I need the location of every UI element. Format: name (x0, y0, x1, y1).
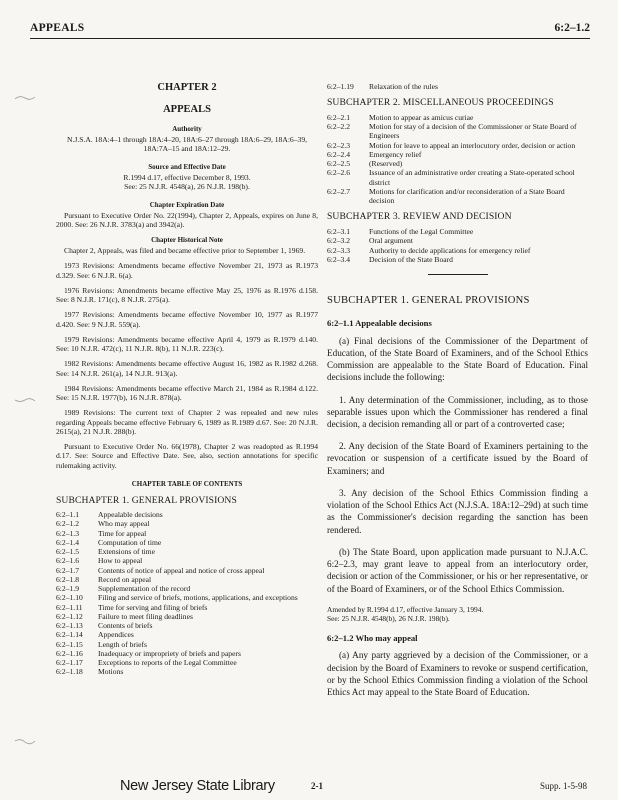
toc-item-number: 6:2–1.19 (327, 82, 354, 91)
toc-item (56, 667, 318, 676)
historical-heading: Chapter Historical Note (151, 235, 223, 244)
rule-paragraph: 3. Any decision of the School Ethics Commission finding a violation of the School Ethics Act (N.J.S.A. 18A:12–29d) at such time as the Commissioner's decision regarding the sanction has been rendered. (327, 487, 588, 535)
rule-paragraph: (a) Any party aggrieved by a decision of the Commissioner, or a decision by the Board of Examiners to revoke or suspend certification, or by the School Ethics Commission finding a violation of the School Ethics Act may appeal to the State Board of Education. (327, 650, 588, 698)
toc-item (56, 640, 318, 649)
toc-item-title: Time for appeal (98, 528, 147, 538)
toc-item-number: 6:2–1.18 (56, 667, 83, 677)
source-line: R.1994 d.17, effective December 8, 1993. (123, 173, 251, 183)
toc-item-number: 6:2–1.15 (56, 639, 83, 649)
toc-item-title: Appendices (98, 630, 134, 640)
toc-item (327, 159, 588, 168)
toc-item (56, 649, 318, 658)
toc-item-title: Oral argument (369, 236, 413, 246)
rule-paragraph: 2. Any decision of the State Board of Examiners pertaining to the revocation or suspension of a certificate issued by the Board of Examiners; and (327, 441, 588, 476)
toc-item-title: Motions for clarification and/or reconsideration of a State Board decision (369, 186, 565, 206)
historical-note: 1976 Revisions: Amendments became effective May 25, 1976 as R.1976 d.158. See: 8 N.J.R. 171(c), 8 N.J.R. 275(a). (56, 285, 318, 305)
running-header (30, 22, 590, 39)
toc-item-title: Filing and service of briefs, motions, applications, and exceptions (98, 593, 298, 603)
toc-item (327, 255, 588, 264)
toc-item-title: Functions of the Legal Committee (369, 227, 474, 237)
toc-item-number: 6:2–1.1 (56, 510, 79, 520)
supplement-date: Supp. 1-5-98 (540, 781, 587, 791)
toc-item-title: (Reserved) (369, 159, 403, 169)
toc-heading: CHAPTER TABLE OF CONTENTS (131, 479, 243, 488)
toc-item-title: Issuance of an administrative order creating a State-operated school district (369, 168, 575, 187)
toc-item (56, 612, 318, 621)
toc-item-title: Supplementation of the record (98, 584, 191, 594)
toc-item-number: 6:2–1.6 (56, 556, 79, 566)
toc-item-number: 6:2–1.2 (56, 519, 79, 529)
toc-item (56, 621, 318, 630)
historical-note: 1982 Revisions: Amendments became effective August 16, 1982 as R.1982 d.268. See: 14 N.J.R. 261(a), 14 N.J.R. 913(a). (56, 359, 318, 378)
authority-text: N.J.S.A. 18A:4–1 through 18A:4–20, 18A:6–27 through 18A:6–29, 18A:6–39, 18A:7A–15 and 18A:12–29. (66, 135, 308, 154)
toc-item (56, 593, 318, 602)
rule-paragraph: (a) Final decisions of the Commissioner of the Department of Education, of the State Board of Examiners, and of the School Ethics Commission are appealable to the State Board of Education. Final decisions include the following: (327, 335, 588, 383)
toc-item-number: 6:2–2.7 (327, 186, 350, 196)
toc-item (56, 658, 318, 667)
toc-item (56, 519, 318, 528)
toc-item (327, 246, 588, 255)
toc-item (56, 575, 318, 584)
chapter-number: CHAPTER 2 (157, 82, 217, 93)
toc-item-title: How to appeal (98, 556, 143, 566)
library-stamp: New Jersey State Library (120, 778, 275, 794)
amendment-line: See: 25 N.J.R. 4548(b), 26 N.J.R. 198(b). (327, 613, 450, 623)
toc-item-number: 6:2–2.2 (327, 122, 350, 132)
header-section-range: 6:2–1.2 (554, 22, 590, 34)
toc-item (56, 603, 318, 612)
section-heading: 6:2–1.1 Appealable decisions (327, 318, 432, 329)
historical-note: 1979 Revisions: Amendments became effective April 4, 1979 as R.1979 d.140. See: 10 N.J.R. 472(c), 11 N.J.R. 8(b), 11 N.J.R. 223(c). (56, 334, 318, 354)
margin-mark-icon (14, 93, 36, 103)
toc-item-number: 6:2–1.3 (56, 528, 79, 538)
right-column (327, 82, 588, 708)
toc-item-title: Computation of time (98, 537, 162, 547)
toc-item (327, 168, 588, 187)
toc-item-title: Authority to decide applications for emergency relief (369, 245, 531, 255)
toc-item-title: Length of briefs (98, 639, 147, 649)
toc-item (327, 113, 588, 122)
toc-item-number: 6:2–3.1 (327, 227, 350, 237)
toc-item-title: Record on appeal (98, 574, 152, 584)
source-line: See: 25 N.J.R. 4548(a), 26 N.J.R. 198(b). (124, 182, 250, 192)
historical-note: Pursuant to Executive Order No. 66(1978), Chapter 2 was readopted as R.1994 d.17. See: Source and Effective Date. See, also, section annotations for specific rulemaking activity. (56, 442, 318, 470)
toc-subchapter-heading: SUBCHAPTER 1. GENERAL PROVISIONS (56, 494, 237, 506)
toc-item-number: 6:2–3.4 (327, 254, 350, 264)
chapter-title: APPEALS (163, 103, 211, 115)
toc-item-number: 6:2–3.2 (327, 236, 350, 246)
toc-item (327, 122, 588, 141)
toc-item-title: Extensions of time (98, 547, 155, 557)
left-column (56, 82, 318, 677)
toc-item-title: Inadequacy or impropriety of briefs and papers (98, 648, 241, 658)
toc-item-title: Motion to appear as amicus curiae (369, 112, 474, 122)
expiration-text: Pursuant to Executive Order No. 22(1994), Chapter 2, Appeals, expires on June 8, 2000. See: 26 N.J.R. 3783(a) and 3942(a). (56, 211, 318, 230)
header-chapter-title: APPEALS (30, 22, 85, 34)
rule-paragraph: (b) The State Board, upon application made pursuant to N.J.A.C. 6:2–2.3, may grant leave to appeal from an interlocutory order, decision or action of the Commissioner, or his or her representative, or of the Board of Examiners, or of the School Ethics Commission. (327, 546, 588, 594)
toc-item-number: 6:2–1.9 (56, 584, 79, 594)
toc-item-number: 6:2–1.5 (56, 547, 79, 557)
toc-item (56, 529, 318, 538)
toc-item-title: Relaxation of the rules (369, 82, 438, 91)
toc-item (327, 187, 588, 206)
section-heading: 6:2–1.2 Who may appeal (327, 632, 418, 643)
toc-item-title: Decision of the State Board (369, 254, 453, 264)
rule-paragraph: 1. Any determination of the Commissioner, including, as to those separable issues upon which the Commissioner has rendered a final decision, a decision remanding all or part of a controverted case; (327, 394, 588, 429)
toc-item-title: Failure to meet filing deadlines (98, 611, 193, 621)
toc-item-number: 6:2–1.17 (56, 658, 83, 668)
toc-item (56, 556, 318, 565)
toc-item-title: Contents of notice of appeal and notice of cross appeal (98, 565, 265, 575)
toc-item (327, 227, 588, 236)
historical-note: Chapter 2, Appeals, was filed and became effective prior to September 1, 1969. (64, 246, 306, 256)
toc-item-number: 6:2–2.5 (327, 159, 350, 169)
toc-item-number: 6:2–1.16 (56, 648, 83, 658)
toc-item-title: Emergency relief (369, 149, 422, 159)
toc-item-number: 6:2–1.8 (56, 574, 79, 584)
toc-item-number: 6:2–2.4 (327, 149, 350, 159)
toc-item-title: Appealable decisions (98, 510, 163, 520)
amendment-line: Amended by R.1994 d.17, effective January 3, 1994. (327, 604, 484, 614)
toc-item-number: 6:2–2.3 (327, 140, 350, 150)
toc-list (56, 510, 318, 677)
toc-item-title: Motion for leave to appeal an interlocutory order, decision or action (369, 140, 576, 150)
toc-item-number: 6:2–3.3 (327, 245, 350, 255)
toc-item (56, 584, 318, 593)
margin-mark-icon (14, 395, 36, 405)
section-divider (428, 274, 488, 275)
toc-item-title: Exceptions to reports of the Legal Committee (98, 658, 237, 668)
toc-item (56, 630, 318, 639)
toc-item (56, 538, 318, 547)
toc-item (56, 566, 318, 575)
toc-item-number: 6:2–1.12 (56, 611, 83, 621)
toc-item (56, 510, 318, 519)
toc-item (327, 82, 588, 91)
toc-item-number: 6:2–1.13 (56, 621, 83, 631)
toc-item-number: 6:2–1.7 (56, 565, 79, 575)
toc-subchapter-heading: SUBCHAPTER 3. REVIEW AND DECISION (327, 211, 512, 223)
historical-note: 1984 Revisions: Amendments became effective March 21, 1984 as R.1984 d.122. See: 15 N.J.R. 1977(b), 16 N.J.R. 878(a). (56, 383, 318, 403)
toc-item-number: 6:2–1.14 (56, 630, 83, 640)
authority-heading: Authority (172, 124, 202, 133)
toc-item-title: Time for serving and filing of briefs (98, 602, 208, 612)
toc-item (327, 236, 588, 245)
toc-item-title: Motions (98, 667, 124, 677)
toc-item-number: 6:2–1.11 (56, 602, 83, 612)
toc-item-number: 6:2–2.1 (327, 112, 350, 122)
amendment-note (327, 605, 588, 623)
toc-item-number: 6:2–2.6 (327, 168, 350, 178)
toc-item (327, 150, 588, 159)
page-number: 2-1 (311, 781, 323, 791)
margin-mark-icon (14, 736, 36, 746)
historical-note: 1973 Revisions: Amendments became effective November 21, 1973 as R.1973 d.329. See: 6 N.J.R. 6(a). (56, 261, 318, 280)
toc-item-title: Motion for stay of a decision of the Commissioner or State Board of Engineers (369, 122, 577, 141)
toc-item-number: 6:2–1.10 (56, 593, 83, 603)
toc-item (56, 547, 318, 556)
historical-note: 1977 Revisions: Amendments became effective November 10, 1977 as R.1977 d.420. See: 9 N.J.R. 559(a). (56, 310, 318, 329)
subchapter-heading: SUBCHAPTER 1. GENERAL PROVISIONS (327, 295, 530, 307)
toc-subchapter-heading: SUBCHAPTER 2. MISCELLANEOUS PROCEEDINGS (327, 97, 554, 109)
historical-note: 1989 Revisions: The current text of Chapter 2 was repealed and new rules regarding Appeals became effective February 6, 1989 as R.1989 d.67. See: 20 N.J.R. 2615(a), 21 N.J.R. 288(b). (56, 408, 318, 436)
toc-item-title: Who may appeal (98, 519, 150, 529)
toc-item-title: Contents of briefs (98, 621, 153, 631)
toc-item-number: 6:2–1.4 (56, 537, 79, 547)
source-heading: Source and Effective Date (148, 162, 226, 171)
toc-item (327, 141, 588, 150)
expiration-heading: Chapter Expiration Date (149, 200, 225, 209)
